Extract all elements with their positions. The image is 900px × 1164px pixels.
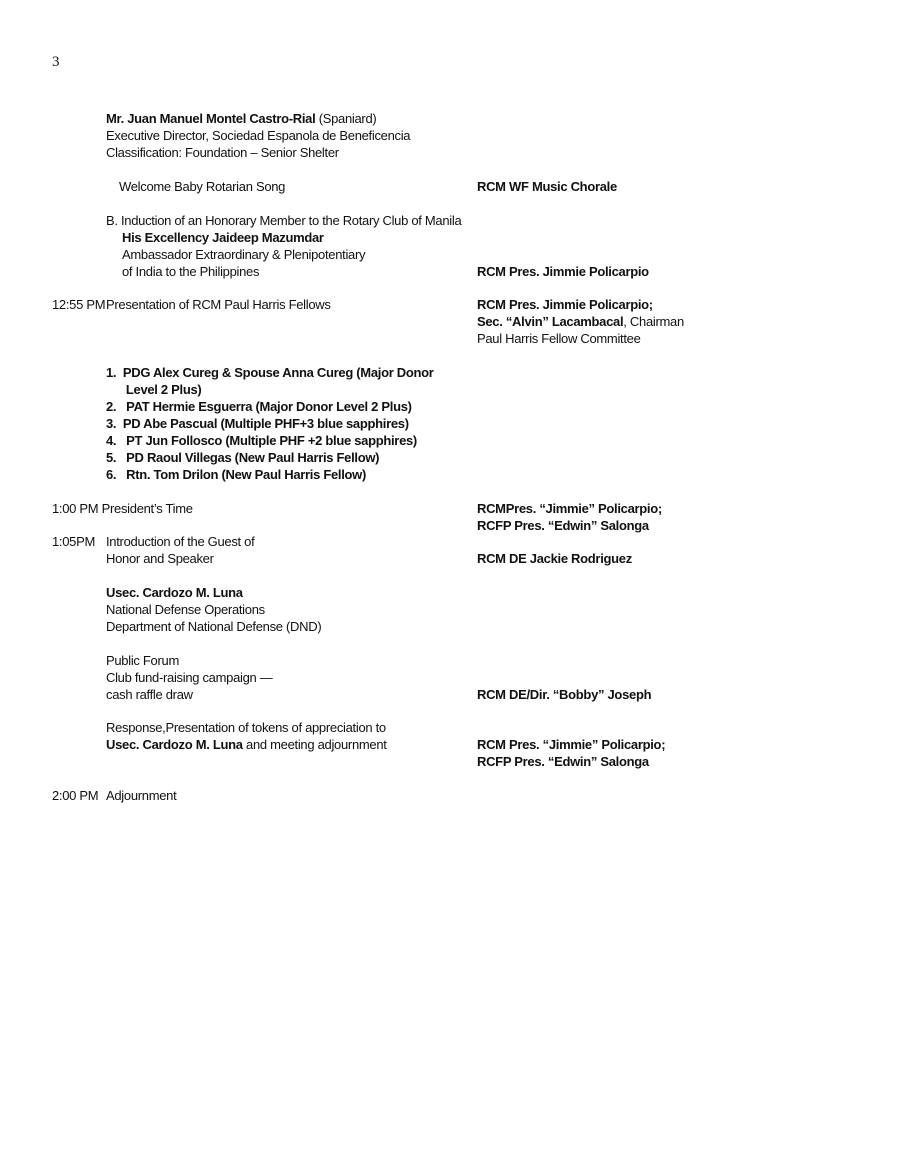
response-by-2: RCFP Pres. “Edwin” Salonga <box>477 754 649 769</box>
induction-presenter: RCM Pres. Jimmie Policarpio <box>477 264 649 279</box>
presidents-time-by-1: RCMPres. “Jimmie” Policarpio; <box>477 501 662 516</box>
phf-label: Presentation of RCM Paul Harris Fellows <box>106 297 331 312</box>
honoree-name: Mr. Juan Manuel Montel Castro-Rial <box>106 111 316 126</box>
song-label: Welcome Baby Rotarian Song <box>119 179 286 194</box>
phf-list-item: 3. PD Abe Pascual (Multiple PHF+3 blue sapphires) <box>106 416 409 431</box>
song-performer: RCM WF Music Chorale <box>477 179 617 194</box>
honoree-classification: Classification: Foundation – Senior Shelter <box>106 145 339 160</box>
response-rest: and meeting adjournment <box>242 737 387 752</box>
forum-line1: Public Forum <box>106 653 179 668</box>
phf-time: 12:55 PM <box>52 297 106 312</box>
phf-list-item: 6. Rtn. Tom Drilon (New Paul Harris Fellow) <box>106 467 367 482</box>
honoree-name-line <box>106 110 376 127</box>
intro-line1: Introduction of the Guest of <box>106 534 255 549</box>
response-by-1: RCM Pres. “Jimmie” Policarpio; <box>477 737 666 752</box>
induction-line2: of India to the Philippines <box>122 264 260 279</box>
forum-line2: Club fund-raising campaign — <box>106 670 273 685</box>
induction-name: His Excellency Jaideep Mazumdar <box>122 230 324 245</box>
honoree-nationality: (Spaniard) <box>315 111 377 126</box>
phf-presenter-2-role: , Chairman <box>623 314 684 329</box>
adjournment-label: Adjournment <box>106 788 177 803</box>
response-name: Usec. Cardozo M. Luna <box>106 737 243 752</box>
presidents-time <box>52 500 193 517</box>
page-number: 3 <box>52 54 60 70</box>
forum-presenter: RCM DE/Dir. “Bobby” Joseph <box>477 687 652 702</box>
presidents-time-time: 1:00 PM <box>52 501 99 516</box>
speaker-line2: Department of National Defense (DND) <box>106 619 322 634</box>
forum-line3: cash raffle draw <box>106 687 193 702</box>
phf-presenter-1: RCM Pres. Jimmie Policarpio; <box>477 297 653 312</box>
adjournment-time: 2:00 PM <box>52 788 99 803</box>
response-line2 <box>106 736 387 753</box>
phf-presenter-2-name: Sec. “Alvin” Lacambacal <box>477 314 624 329</box>
honoree-title: Executive Director, Sociedad Espanola de Beneficencia <box>106 128 411 143</box>
intro-presenter: RCM DE Jackie Rodriguez <box>477 551 632 566</box>
phf-list-item: 4. PT Jun Follosco (Multiple PHF +2 blue sapphires) <box>106 433 417 448</box>
presidents-time-by-2: RCFP Pres. “Edwin” Salonga <box>477 518 649 533</box>
phf-list-item: 5. PD Raoul Villegas (New Paul Harris Fellow) <box>106 450 380 465</box>
response-line1: Response,Presentation of tokens of appreciation to <box>106 720 386 735</box>
phf-list-item: 1. PDG Alex Cureg & Spouse Anna Cureg (Major Donor <box>106 365 434 380</box>
speaker-line1: National Defense Operations <box>106 602 265 617</box>
phf-list-item: 2. PAT Hermie Esguerra (Major Donor Level 2 Plus) <box>106 399 412 414</box>
intro-time: 1:05PM <box>52 534 96 549</box>
phf-presenter-3: Paul Harris Fellow Committee <box>477 331 641 346</box>
speaker-name: Usec. Cardozo M. Luna <box>106 585 243 600</box>
induction-heading: B. Induction of an Honorary Member to the Rotary Club of Manila <box>106 213 462 228</box>
presidents-time-label: President’s Time <box>98 501 193 516</box>
phf-presenter-2 <box>477 313 684 330</box>
intro-line2: Honor and Speaker <box>106 551 214 566</box>
induction-line1: Ambassador Extraordinary & Plenipotentiary <box>122 247 366 262</box>
phf-list-item: Level 2 Plus) <box>106 382 202 397</box>
